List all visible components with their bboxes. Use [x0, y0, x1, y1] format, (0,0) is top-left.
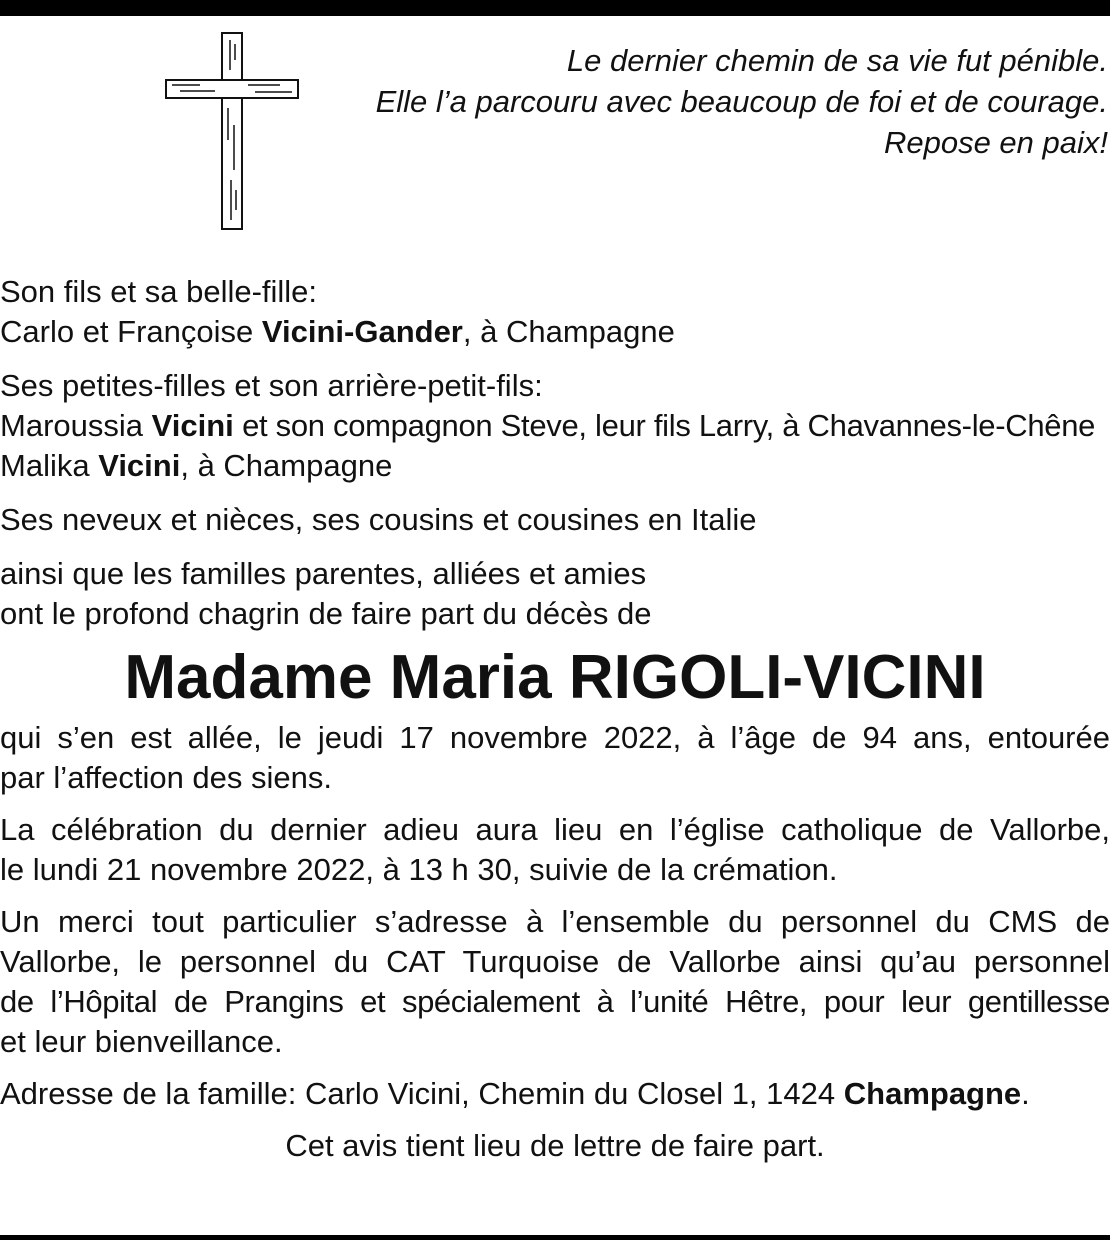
thanks-line: de l’Hôpital de Prangins et spécialement à l’unité Hêtre, pour leur gentillesse: [0, 984, 1110, 1019]
bottom-border: [0, 1235, 1110, 1240]
death-notice-line: par l’affection des siens.: [0, 760, 333, 795]
surname: Vicini-Gander: [261, 314, 463, 349]
closing-note: Cet avis tient lieu de lettre de faire part.: [285, 1128, 825, 1163]
grandchild-line: [0, 446, 1110, 486]
death-notice: [0, 718, 1110, 798]
grandchild-line: [0, 406, 1110, 446]
death-notice-line: qui s’en est allée, le jeudi 17 novembre 2022, à l’âge de 94 ans, entourée: [0, 720, 1110, 755]
cross-icon: [160, 30, 305, 232]
address-city: Champagne: [843, 1076, 1022, 1111]
family-address: [0, 1074, 1110, 1114]
first-name: Malika: [0, 448, 99, 483]
ceremony-line: La célébration du dernier adieu aura lieu en l’église catholique de Vallorbe,: [0, 812, 1110, 847]
epitaph-quote: [308, 40, 1108, 163]
top-border: [0, 0, 1110, 16]
surname: Vicini: [98, 448, 181, 483]
relatives-line: Ses neveux et nièces, ses cousins et cousines en Italie: [0, 502, 757, 537]
announcement-line: ont le profond chagrin de faire part du décès de: [0, 596, 652, 631]
details: et son compagnon Steve, leur fils Larry, à Chavannes-le-Chêne: [233, 408, 1096, 443]
surname: Vicini: [151, 408, 234, 443]
son-heading: Son fils et sa belle-fille:: [0, 274, 318, 309]
relatives-block: [0, 500, 1110, 540]
son-block: [0, 272, 1110, 352]
address-suffix: .: [1021, 1076, 1030, 1111]
son-names: [0, 312, 1110, 352]
place: , à Champagne: [462, 314, 675, 349]
allies-line: ainsi que les familles parentes, alliées et amies: [0, 556, 647, 591]
thanks-line: Vallorbe, le personnel du CAT Turquoise de Vallorbe ainsi qu’au personnel: [0, 944, 1110, 979]
ceremony-info: [0, 810, 1110, 890]
quote-line: Repose en paix!: [883, 125, 1108, 160]
grandchildren-heading: Ses petites-filles et son arrière-petit-fils:: [0, 368, 543, 403]
allies-block: [0, 554, 1110, 634]
place: , à Champagne: [180, 448, 393, 483]
thanks-paragraph: [0, 902, 1110, 1062]
quote-line: Le dernier chemin de sa vie fut pénible.: [566, 43, 1108, 78]
first-name: Maroussia: [0, 408, 152, 443]
address-text: Adresse de la famille: Carlo Vicini, Chemin du Closel 1, 1424: [0, 1076, 844, 1111]
deceased-name: Madame Maria RIGOLI-VICINI: [124, 643, 986, 712]
grandchildren-block: [0, 366, 1110, 486]
thanks-line: et leur bienveillance.: [0, 1024, 283, 1059]
ceremony-line: le lundi 21 novembre 2022, à 13 h 30, suivie de la crémation.: [0, 852, 838, 887]
first-names: Carlo et Françoise: [0, 314, 262, 349]
obituary-body: [0, 272, 1110, 1166]
thanks-line: Un merci tout particulier s’adresse à l’ensemble du personnel du CMS de: [0, 904, 1110, 939]
quote-line: Elle l’a parcouru avec beaucoup de foi et de courage.: [375, 84, 1108, 119]
